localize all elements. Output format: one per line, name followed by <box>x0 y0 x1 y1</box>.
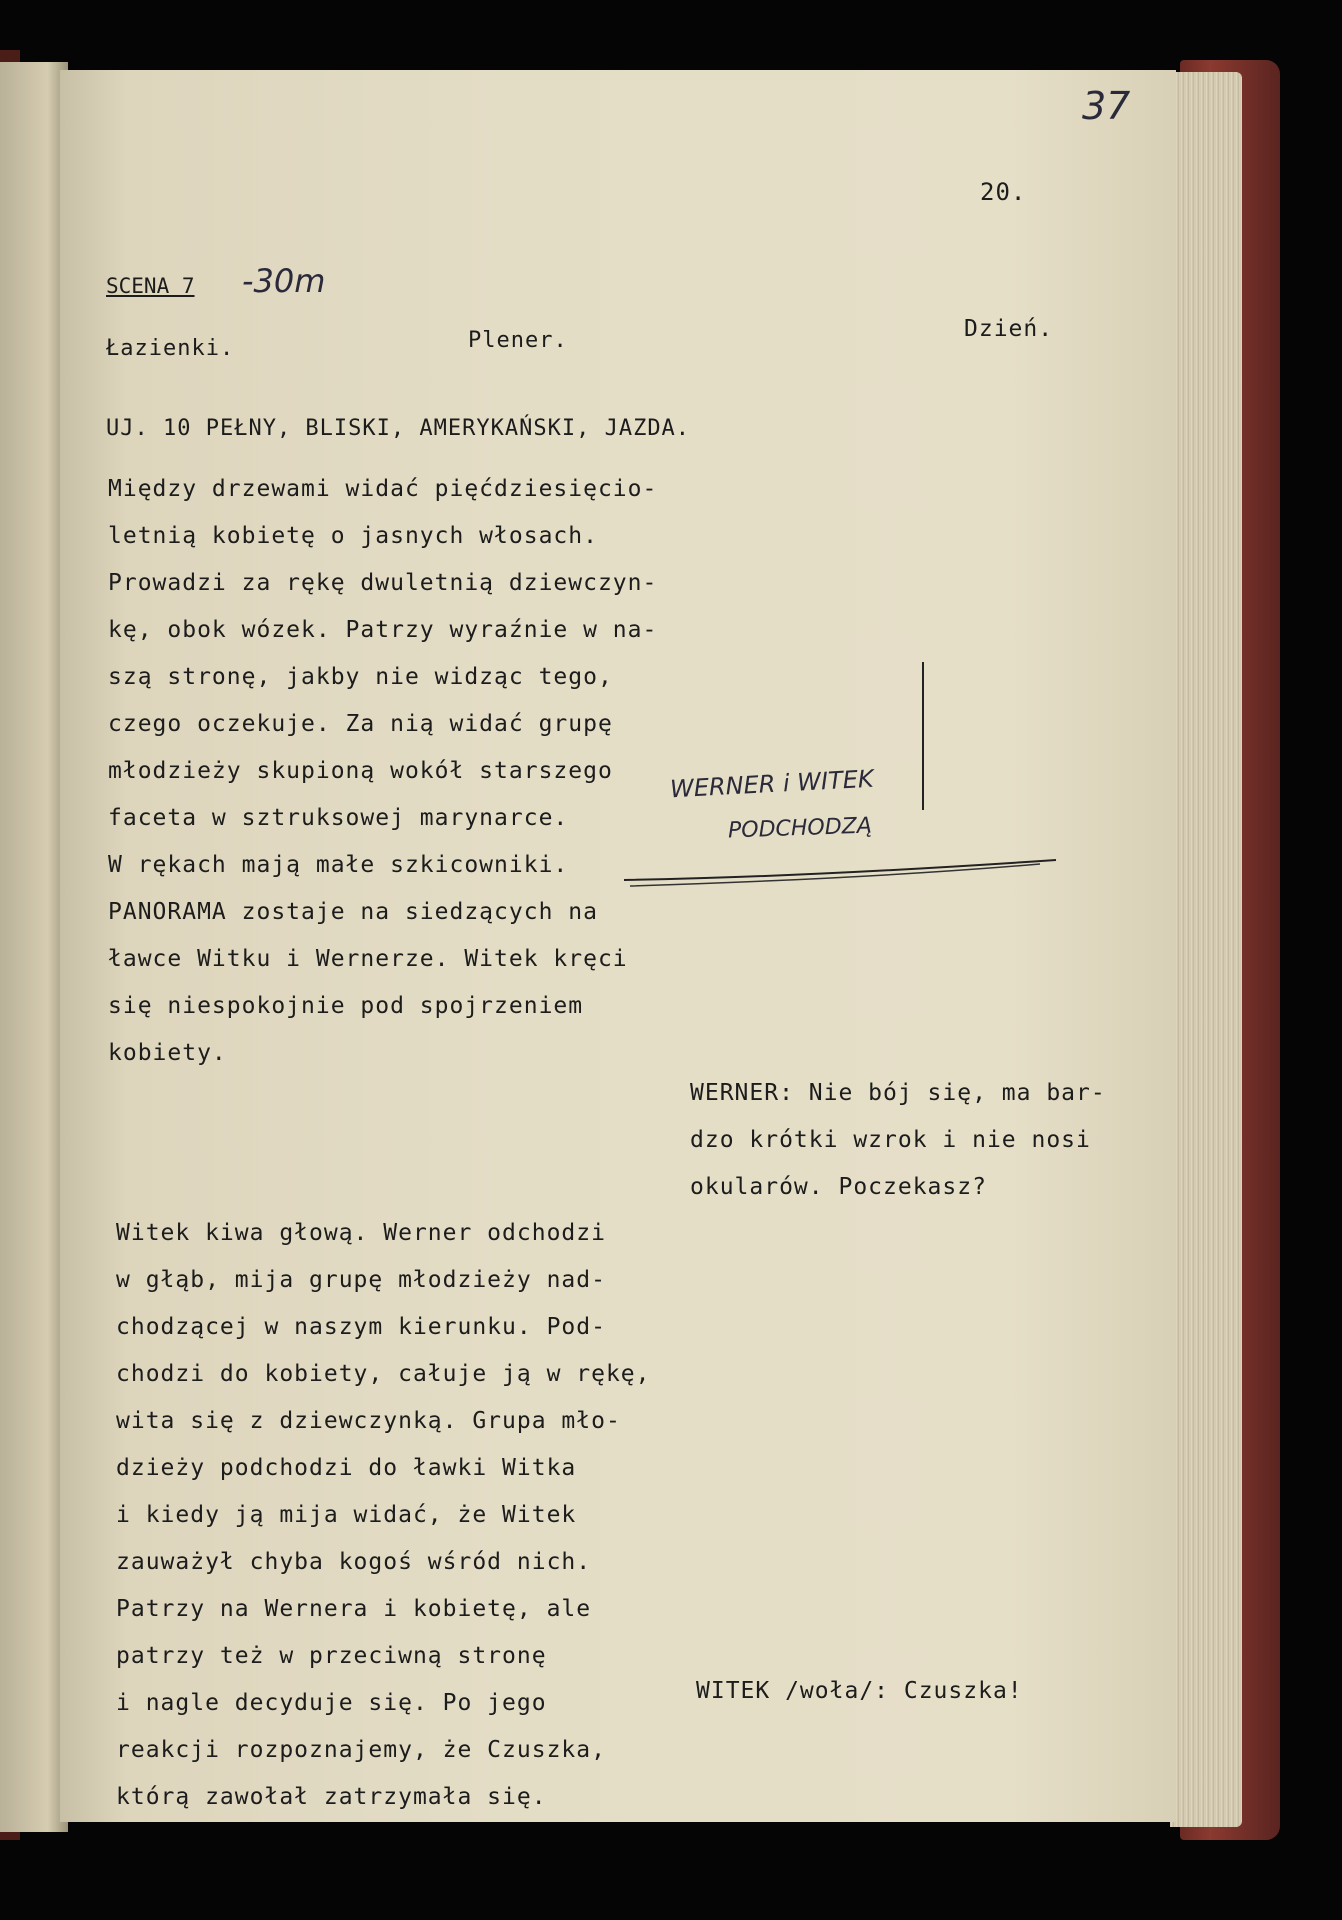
folio-number-handwritten: 37 <box>1082 84 1131 128</box>
page-number: 20. <box>980 178 1027 206</box>
action-line: Patrzy na Wernera i kobietę, ale <box>116 1596 592 1622</box>
action-line: PANORAMA zostaje na siedzących na <box>108 899 598 925</box>
action-line: kę, obok wózek. Patrzy wyraźnie w na- <box>108 617 658 643</box>
scene-setting: Plener. <box>468 328 568 353</box>
note-line: PODCHODZĄ <box>727 813 873 844</box>
action-line: letnią kobietę o jasnych włosach. <box>108 523 598 549</box>
dialogue-line: WERNER: Nie bój się, ma bar- <box>690 1080 1106 1106</box>
action-line: chodzi do kobiety, całuje ją w rękę, <box>116 1361 651 1387</box>
action-line: Między drzewami widać pięćdziesięcio- <box>108 476 658 502</box>
left-page-edge <box>0 62 68 1832</box>
action-line: zauważył chyba kogoś wśród nich. <box>116 1549 592 1575</box>
action-line: wita się z dziewczynką. Grupa mło- <box>116 1408 621 1434</box>
note-pointer-line <box>620 850 1060 890</box>
action-line: szą stronę, jakby nie widząc tego, <box>108 664 613 690</box>
action-line: młodzieży skupioną wokół starszego <box>108 758 613 784</box>
script-page <box>60 70 1176 1822</box>
action-line: ławce Witku i Wernerze. Witek kręci <box>108 946 628 972</box>
action-line: faceta w sztruksowej marynarce. <box>108 805 569 831</box>
action-line: i nagle decyduje się. Po jego <box>116 1690 547 1716</box>
action-line: W rękach mają małe szkicowniki. <box>108 852 569 878</box>
action-line: kobiety. <box>108 1040 227 1066</box>
action-line: czego oczekuje. Za nią widać grupę <box>108 711 613 737</box>
action-line: którą zawołał zatrzymała się. <box>116 1784 547 1810</box>
page-stack-edge <box>1170 72 1242 1827</box>
action-line: i kiedy ją mija widać, że Witek <box>116 1502 577 1528</box>
action-line: Prowadzi za rękę dwuletnią dziewczyn- <box>108 570 658 596</box>
action-line: reakcji rozpoznajemy, że Czuszka, <box>116 1737 606 1763</box>
scene-time: Dzień. <box>964 316 1054 342</box>
dialogue-line: dzo krótki wzrok i nie nosi <box>690 1127 1091 1153</box>
dialogue-line: okularów. Poczekasz? <box>690 1174 987 1200</box>
action-line: patrzy też w przeciwną stronę <box>116 1643 547 1669</box>
action-line: w głąb, mija grupę młodzieży nad- <box>116 1267 606 1293</box>
scene-location: Łazienki. <box>106 336 235 361</box>
action-line: chodzącej w naszym kierunku. Pod- <box>116 1314 606 1340</box>
action-line: Witek kiwa głową. Werner odchodzi <box>116 1220 606 1246</box>
action-line: się niespokojnie pod spojrzeniem <box>108 993 584 1019</box>
action-line: dzieży podchodzi do ławki Witka <box>116 1455 577 1481</box>
note-line: WERNER i WITEK <box>669 764 875 804</box>
scene-length-handwritten: -30m <box>242 262 326 300</box>
shot-description: UJ. 10 PEŁNY, BLISKI, AMERYKAŃSKI, JAZDA. <box>106 416 691 441</box>
dialogue-line: WITEK /woła/: Czuszka! <box>696 1678 1023 1704</box>
note-bracket <box>922 662 924 810</box>
scene-label: SCENA 7 <box>106 274 195 298</box>
